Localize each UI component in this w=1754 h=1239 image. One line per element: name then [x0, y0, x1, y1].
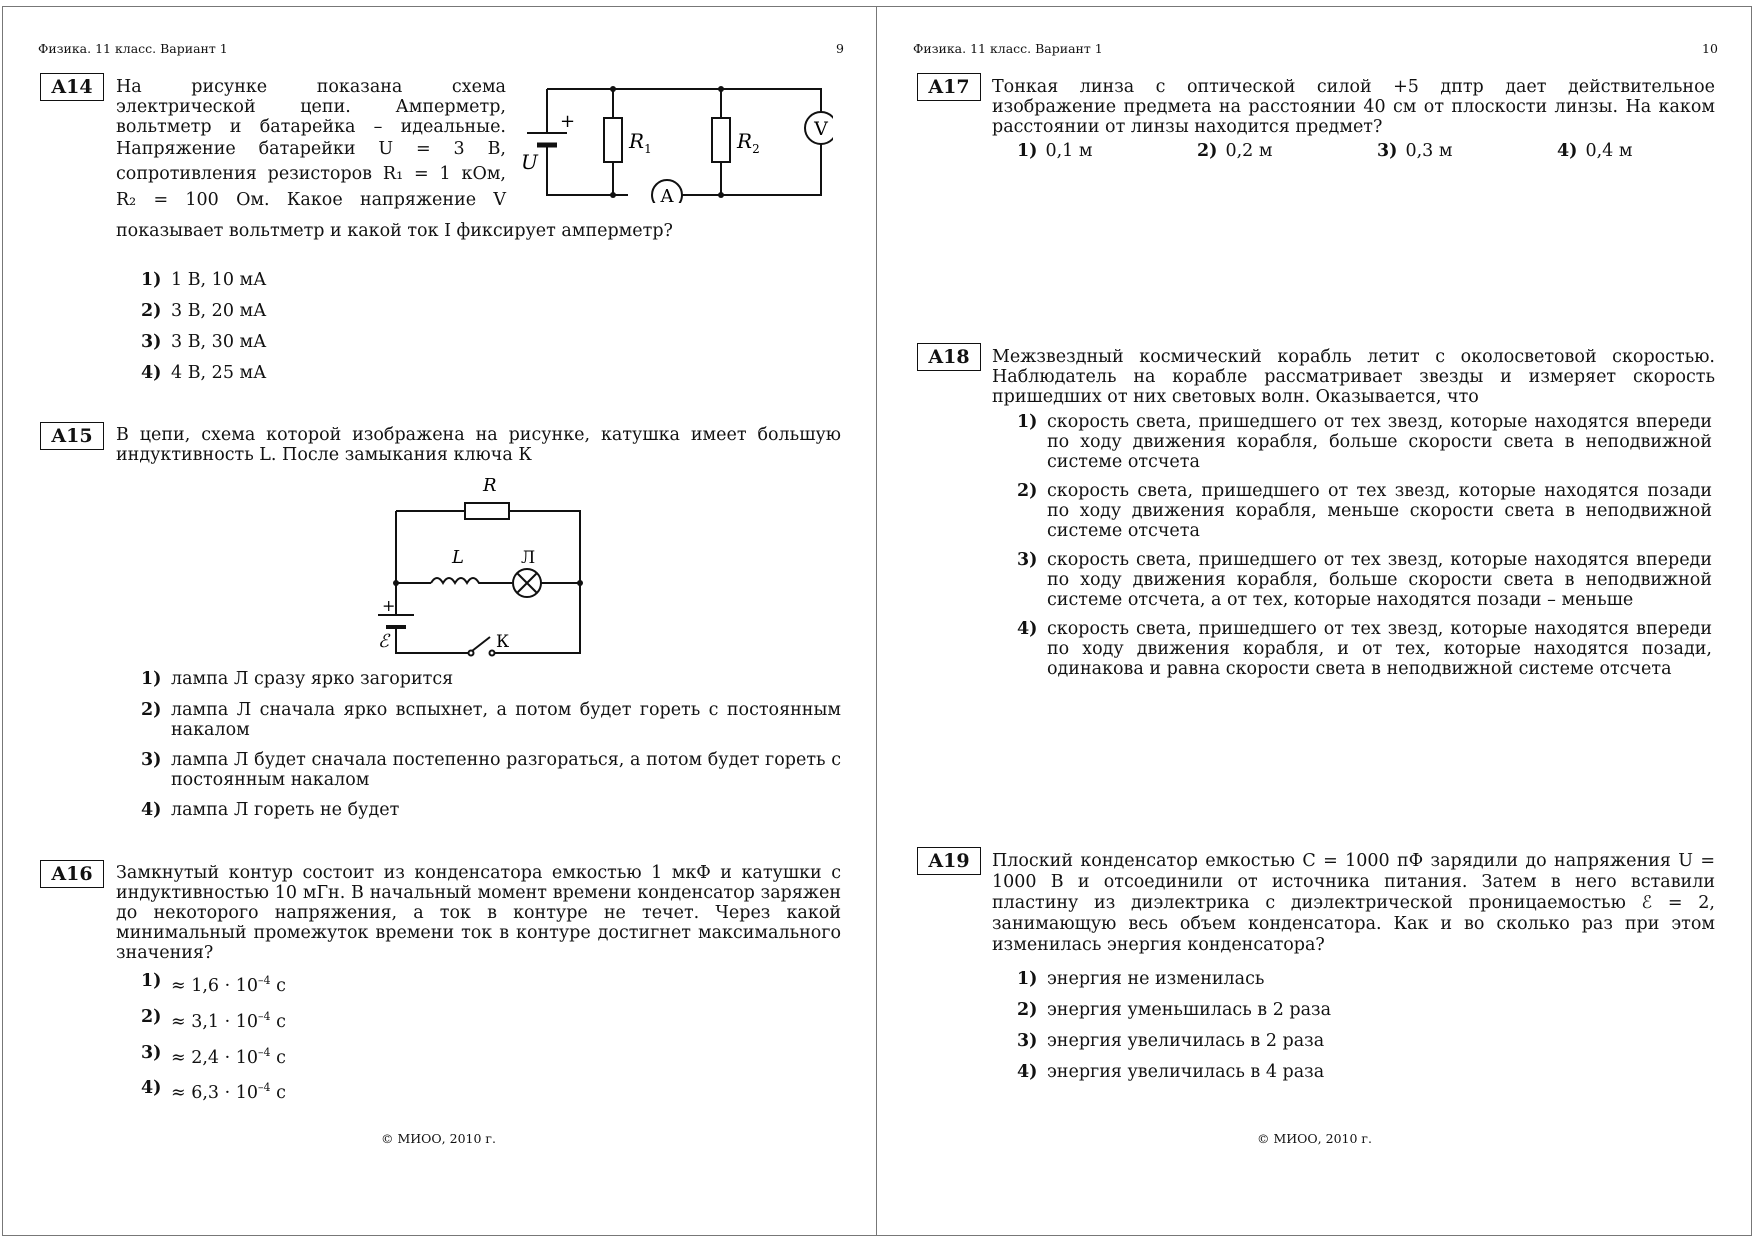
- option-number: 1): [141, 971, 162, 991]
- answer-options: [1017, 412, 1712, 679]
- answer-option[interactable]: [141, 669, 841, 689]
- answer-option[interactable]: [141, 971, 541, 996]
- option-text: скорость света, пришедшего от тех звезд, которые находятся позади по ходу движения корабля, меньше скорости света в неподвижной системе отсчета: [1047, 481, 1712, 541]
- option-text: скорость света, пришедшего от тех звезд, которые находятся впереди по ходу движения корабля, больше скорости света в неподвижной системе отсчета, а от тех, которые находятся позади – меньше: [1047, 550, 1712, 610]
- option-number: 1): [1017, 412, 1038, 432]
- question-label: A18: [917, 343, 981, 371]
- option-text: лампа Л сразу ярко загорится: [171, 669, 454, 689]
- a14-circuit-diagram: [513, 73, 833, 203]
- answer-option[interactable]: [141, 1007, 541, 1032]
- option-number: 4): [1017, 619, 1038, 639]
- option-number: 2): [141, 1006, 162, 1027]
- answer-option[interactable]: [141, 800, 841, 820]
- answer-options: [141, 669, 841, 820]
- option-text: 3 В, 30 мА: [171, 332, 267, 352]
- question-text: Межзвездный космический корабль летит с околосветовой скоростью. Наблюдатель на корабле рассматривает звезды и измеряет скорость пришедших от них световых волн. Оказывается, что: [992, 347, 1715, 407]
- answer-option[interactable]: [1017, 1062, 1517, 1082]
- option-text: ≈ $6,3 \cdot 10^{-4}$ с: [171, 1081, 286, 1104]
- question-text: В цепи, схема которой изображена на рисунке, катушка имеет большую индуктивность L. После замыкания ключа К: [116, 425, 841, 465]
- option-text: энергия увеличилась в 4 раза: [1047, 1062, 1325, 1082]
- right-page: [876, 6, 1752, 1236]
- answer-options: [141, 971, 541, 1103]
- answer-option[interactable]: [1017, 1000, 1517, 1020]
- question-label: A16: [40, 860, 104, 888]
- answer-options: [1017, 969, 1517, 1082]
- answer-option[interactable]: [141, 363, 741, 383]
- option-number: 2): [141, 301, 162, 321]
- text-line: На рисунке показана схема: [116, 77, 506, 97]
- answer-option[interactable]: [1017, 1031, 1517, 1051]
- option-text: лампа Л будет сначала постепенно разгораться, а потом будет гореть с постоянным накалом: [171, 750, 841, 790]
- answer-option[interactable]: [1017, 550, 1712, 610]
- option-text: лампа Л сначала ярко вспыхнет, а потом будет гореть с постоянным накалом: [171, 700, 841, 740]
- answer-option[interactable]: [1017, 619, 1712, 679]
- option-number: 3): [141, 332, 162, 352]
- text-line: вольтметр и батарейка – идеальные.: [116, 117, 506, 137]
- junction-dot: [577, 580, 583, 586]
- option-text: 4 В, 25 мА: [171, 363, 267, 383]
- voltmeter-label: V: [814, 118, 828, 140]
- option-number: 1): [141, 669, 162, 689]
- option-number: 2): [1017, 1000, 1038, 1020]
- page-header: Физика. 11 класс. Вариант 1: [38, 41, 228, 56]
- question-label: A14: [40, 73, 104, 101]
- text-line: сопротивления резисторов R₁ = 1 кОм,: [116, 164, 506, 184]
- option-number: 1): [1017, 969, 1038, 989]
- r1-label: $R_1$: [629, 129, 652, 156]
- option-text: ≈ $3,1 \cdot 10^{-4}$ с: [171, 1009, 286, 1032]
- inductor-label: L: [452, 547, 464, 568]
- answer-option[interactable]: [141, 1043, 541, 1068]
- question-text: Замкнутый контур состоит из конденсатора емкостью 1 мкФ и катушки с индуктивностью 10 мГн. В начальный момент времени конденсатор заряжен до некоторого напряжения, а ток в контуре не течет. Через какой минимальный промежуток времени ток в контуре достигнет максимального значения?: [116, 863, 841, 963]
- answer-option[interactable]: [1017, 481, 1712, 541]
- option-text: лампа Л гореть не будет: [171, 800, 400, 820]
- answer-options: [141, 270, 741, 383]
- option-number: 1): [1017, 141, 1038, 161]
- question-label: A15: [40, 422, 104, 450]
- option-number: 3): [1377, 141, 1398, 161]
- page-number: 9: [836, 41, 844, 56]
- lamp-label: Л: [521, 548, 536, 568]
- option-number: 2): [1197, 141, 1218, 161]
- text-line: R₂ = 100 Ом. Какое напряжение V: [116, 190, 506, 210]
- answer-option[interactable]: [1197, 141, 1272, 161]
- answer-option[interactable]: [1017, 141, 1092, 161]
- answer-option[interactable]: [1017, 412, 1712, 472]
- option-number: 1): [141, 270, 162, 290]
- option-number: 4): [141, 800, 162, 820]
- junction-dot: [718, 192, 724, 198]
- option-text: 0,1 м: [1045, 141, 1093, 161]
- option-text: 0,2 м: [1225, 141, 1273, 161]
- page-footer: © МИОО, 2010 г.: [381, 1131, 496, 1146]
- page-header: Физика. 11 класс. Вариант 1: [913, 41, 1103, 56]
- page-number: 10: [1702, 41, 1718, 56]
- junction-dot: [393, 580, 399, 586]
- answer-option[interactable]: [141, 270, 741, 290]
- option-text: энергия уменьшилась в 2 раза: [1047, 1000, 1332, 1020]
- option-number: 4): [1557, 141, 1578, 161]
- question-text: Тонкая линза с оптической силой +5 дптр дает действительное изображение предмета на расстоянии 40 см от плоскости линзы. На каком расстоянии от линзы находится предмет?: [992, 77, 1715, 137]
- left-page: [2, 6, 878, 1236]
- option-number: 4): [1017, 1062, 1038, 1082]
- answer-option[interactable]: [141, 332, 741, 352]
- question-text: Плоский конденсатор емкостью C = 1000 пФ зарядили до напряжения U = 1000 В и отсоединили от источника питания. Затем в него вставили пластину из диэлектрика с диэлектрической проницаемостью ℰ = 2, занимающую весь объем конденсатора. Как и во сколько раз при этом изменилась энергия конденсатора?: [992, 851, 1715, 955]
- answer-option[interactable]: [141, 1078, 541, 1103]
- r2-label: $R_2$: [737, 129, 760, 156]
- option-text: 1 В, 10 мА: [171, 270, 267, 290]
- ammeter-label: A: [660, 186, 674, 203]
- option-text: энергия не изменилась: [1047, 969, 1265, 989]
- battery-label: U: [521, 150, 538, 174]
- option-text: ≈ $1,6 \cdot 10^{-4}$ с: [171, 974, 286, 996]
- text-line: электрической цепи. Амперметр,: [116, 97, 506, 117]
- question-label: A17: [917, 73, 981, 101]
- option-text: скорость света, пришедшего от тех звезд, которые находятся впереди по ходу движения корабля, и от тех, которые находятся позади, одинакова и равна скорости света в неподвижной системе отсчета: [1047, 619, 1712, 679]
- option-text: ≈ $2,4 \cdot 10^{-4}$ с: [171, 1045, 286, 1068]
- answer-option[interactable]: [141, 301, 741, 321]
- answer-option[interactable]: [141, 750, 841, 790]
- option-number: 3): [1017, 550, 1038, 570]
- answer-option[interactable]: [141, 700, 841, 740]
- option-text: энергия увеличилась в 2 раза: [1047, 1031, 1325, 1051]
- option-text: 0,3 м: [1405, 141, 1453, 161]
- answer-option[interactable]: [1017, 969, 1517, 989]
- emf-label: ℰ: [378, 631, 389, 652]
- question-label: A19: [917, 847, 981, 875]
- option-number: 3): [141, 750, 162, 770]
- answer-option[interactable]: [1557, 141, 1632, 161]
- option-text: 3 В, 20 мА: [171, 301, 267, 321]
- battery-plus-label: +: [560, 111, 576, 132]
- resistor-label: R: [483, 475, 497, 496]
- answer-option[interactable]: [1377, 141, 1452, 161]
- text-line: Напряжение батарейки U = 3 В,: [116, 139, 506, 159]
- junction-dot: [718, 86, 724, 92]
- option-number: 2): [1017, 481, 1038, 501]
- page-footer: © МИОО, 2010 г.: [1257, 1131, 1372, 1146]
- option-number: 3): [141, 1042, 162, 1063]
- question-text: [116, 77, 506, 213]
- option-text: 0,4 м: [1585, 141, 1633, 161]
- option-text: скорость света, пришедшего от тех звезд, которые находятся впереди по ходу движения корабля, больше скорости света в неподвижной системе отсчета: [1047, 412, 1712, 472]
- battery-plus-label: +: [382, 596, 396, 615]
- junction-dot: [610, 192, 616, 198]
- option-number: 3): [1017, 1031, 1038, 1051]
- option-number: 4): [141, 1078, 162, 1099]
- a15-circuit-diagram: [368, 471, 598, 661]
- question-text-last-line: показывает вольтметр и какой ток I фиксирует амперметр?: [116, 221, 673, 241]
- option-number: 4): [141, 363, 162, 383]
- option-number: 2): [141, 700, 162, 720]
- switch-label: К: [496, 632, 510, 652]
- junction-dot: [610, 86, 616, 92]
